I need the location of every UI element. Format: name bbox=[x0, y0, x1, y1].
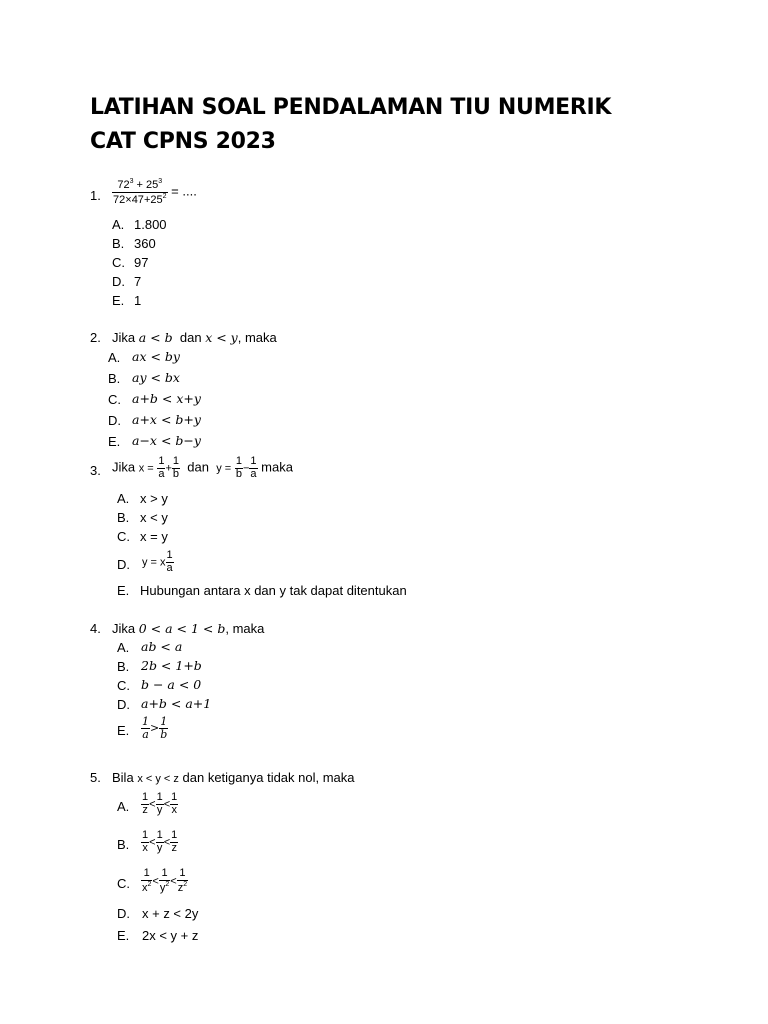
operator: + bbox=[165, 462, 172, 475]
option-letter: A. bbox=[117, 491, 130, 506]
option-text: 360 bbox=[134, 236, 156, 251]
option-letter: E. bbox=[117, 723, 130, 738]
option-text bbox=[141, 716, 168, 740]
option-text: 1.800 bbox=[134, 217, 167, 232]
fraction: $\frac{1}{z}$ bbox=[142, 791, 149, 816]
operator: < bbox=[163, 836, 171, 849]
math-expression: 0 < a < 1 < b bbox=[138, 621, 226, 636]
option-text: 2x < y + z bbox=[142, 928, 199, 943]
option-letter: A. bbox=[108, 350, 121, 365]
question-number: 4. bbox=[90, 621, 101, 636]
option-letter: D. bbox=[108, 413, 121, 428]
fraction: $\frac{1}{a}$ bbox=[158, 455, 165, 480]
stem-text: dan bbox=[187, 459, 209, 475]
option-letter: B. bbox=[117, 837, 130, 852]
option-letter: B. bbox=[112, 236, 125, 251]
fraction: $\frac{1}{x}$ bbox=[171, 791, 178, 816]
document-title-line1: LATIHAN SOAL PENDALAMAN TIU NUMERIK bbox=[90, 95, 612, 120]
math-expression: a < b bbox=[138, 330, 173, 345]
fraction: $\frac{1}{y^2}$ bbox=[159, 867, 170, 894]
math-expression: x < y < z bbox=[137, 773, 179, 785]
stem-text: dan bbox=[179, 330, 202, 345]
fraction: $\frac{1}{y}$ bbox=[156, 791, 163, 816]
option-letter: A. bbox=[117, 799, 130, 814]
question-1-fraction bbox=[112, 178, 168, 206]
fraction: $\frac{1}{y}$ bbox=[156, 829, 163, 854]
option-text: 97 bbox=[134, 255, 149, 270]
option-text bbox=[141, 830, 178, 854]
question-number: 5. bbox=[90, 770, 101, 785]
option-text bbox=[141, 868, 188, 894]
option-text: ab < a bbox=[141, 639, 183, 654]
fraction: $\frac{1}{a}$ bbox=[250, 455, 257, 480]
option-letter: B. bbox=[117, 510, 130, 525]
operator: − bbox=[242, 462, 250, 475]
stem-text: dan ketiganya tidak nol, maka bbox=[182, 770, 355, 785]
option-letter: D. bbox=[117, 906, 130, 921]
operator: > bbox=[150, 721, 160, 735]
question-number: 3. bbox=[90, 463, 101, 478]
option-letter: C. bbox=[117, 678, 130, 693]
fraction: $\frac{1}{x}$ bbox=[142, 829, 149, 854]
option-text: 7 bbox=[134, 274, 142, 289]
math-expression: y = x bbox=[142, 556, 166, 569]
option-letter: D. bbox=[117, 697, 130, 712]
fraction: $\frac{1}{b}$ bbox=[160, 715, 168, 741]
option-text: x + z < 2y bbox=[142, 906, 199, 921]
stem-text: Jika bbox=[112, 459, 136, 475]
stem-text: maka bbox=[261, 459, 293, 475]
math-expression: x < y bbox=[205, 330, 238, 345]
option-text: x = y bbox=[140, 529, 168, 544]
question-3-stem bbox=[112, 456, 293, 480]
fraction: $\frac{1}{b}$ bbox=[235, 455, 242, 480]
math-expression: x = bbox=[138, 462, 154, 475]
question-2-stem bbox=[112, 331, 277, 345]
question-5-stem bbox=[112, 771, 355, 785]
option-letter: C. bbox=[108, 392, 121, 407]
option-letter: E. bbox=[117, 583, 130, 598]
option-text: 1 bbox=[134, 293, 142, 308]
fraction: $\frac{1}{b}$ bbox=[172, 455, 180, 480]
stem-text: Jika bbox=[112, 330, 136, 345]
operator: < bbox=[163, 798, 171, 811]
question-1-tail: = .... bbox=[171, 183, 197, 199]
stem-text: , maka bbox=[237, 330, 277, 345]
fraction: $\frac{1}{z^2}$ bbox=[177, 867, 188, 894]
fraction-numerator: $72^3 + 25^3$ bbox=[112, 178, 168, 193]
option-text: a+x < b+y bbox=[132, 412, 201, 427]
fraction: $\frac{1}{a}$ bbox=[142, 715, 149, 741]
option-letter: C. bbox=[117, 529, 130, 544]
option-letter: B. bbox=[117, 659, 130, 674]
operator: < bbox=[149, 798, 156, 811]
option-letter: D. bbox=[112, 274, 125, 289]
operator: < bbox=[170, 875, 177, 888]
option-text bbox=[142, 550, 174, 574]
fraction: $\frac{1}{x^2}$ bbox=[142, 867, 152, 894]
fraction-denominator: $72\times 47+25^2$ bbox=[113, 192, 167, 206]
question-4-stem bbox=[112, 622, 264, 636]
option-letter: E. bbox=[112, 293, 125, 308]
question-number: 2. bbox=[90, 330, 101, 345]
operator: < bbox=[152, 875, 159, 888]
stem-text: Bila bbox=[112, 770, 134, 785]
stem-text: Jika bbox=[112, 621, 136, 636]
option-letter: C. bbox=[112, 255, 125, 270]
option-text: b − a < 0 bbox=[141, 677, 202, 692]
option-text: 2b < 1+b bbox=[141, 658, 202, 673]
question-1-expression bbox=[112, 178, 197, 206]
document-title-line2: CAT CPNS 2023 bbox=[90, 129, 276, 154]
option-text: ay < bx bbox=[132, 370, 180, 385]
option-text: x < y bbox=[140, 510, 168, 525]
option-text: ax < by bbox=[132, 349, 180, 364]
option-letter: B. bbox=[108, 371, 121, 386]
question-number: 1. bbox=[90, 188, 101, 203]
option-text: Hubungan antara x dan y tak dapat ditentukan bbox=[140, 583, 407, 598]
option-letter: D. bbox=[117, 557, 130, 572]
option-letter: C. bbox=[117, 876, 130, 891]
option-text: a−x < b−y bbox=[132, 433, 201, 448]
option-letter: A. bbox=[112, 217, 125, 232]
option-text: a+b < a+1 bbox=[141, 696, 212, 711]
option-text bbox=[141, 792, 178, 816]
option-letter: A. bbox=[117, 640, 130, 655]
stem-text: , maka bbox=[225, 621, 265, 636]
fraction: $\frac{1}{z}$ bbox=[171, 829, 178, 854]
operator: < bbox=[149, 836, 156, 849]
option-letter: E. bbox=[117, 928, 130, 943]
fraction: $\frac{1}{a}$ bbox=[166, 549, 173, 574]
math-expression: y = bbox=[216, 462, 232, 475]
option-letter: E. bbox=[108, 434, 121, 449]
option-text: x > y bbox=[140, 491, 168, 506]
option-text: a+b < x+y bbox=[132, 391, 201, 406]
